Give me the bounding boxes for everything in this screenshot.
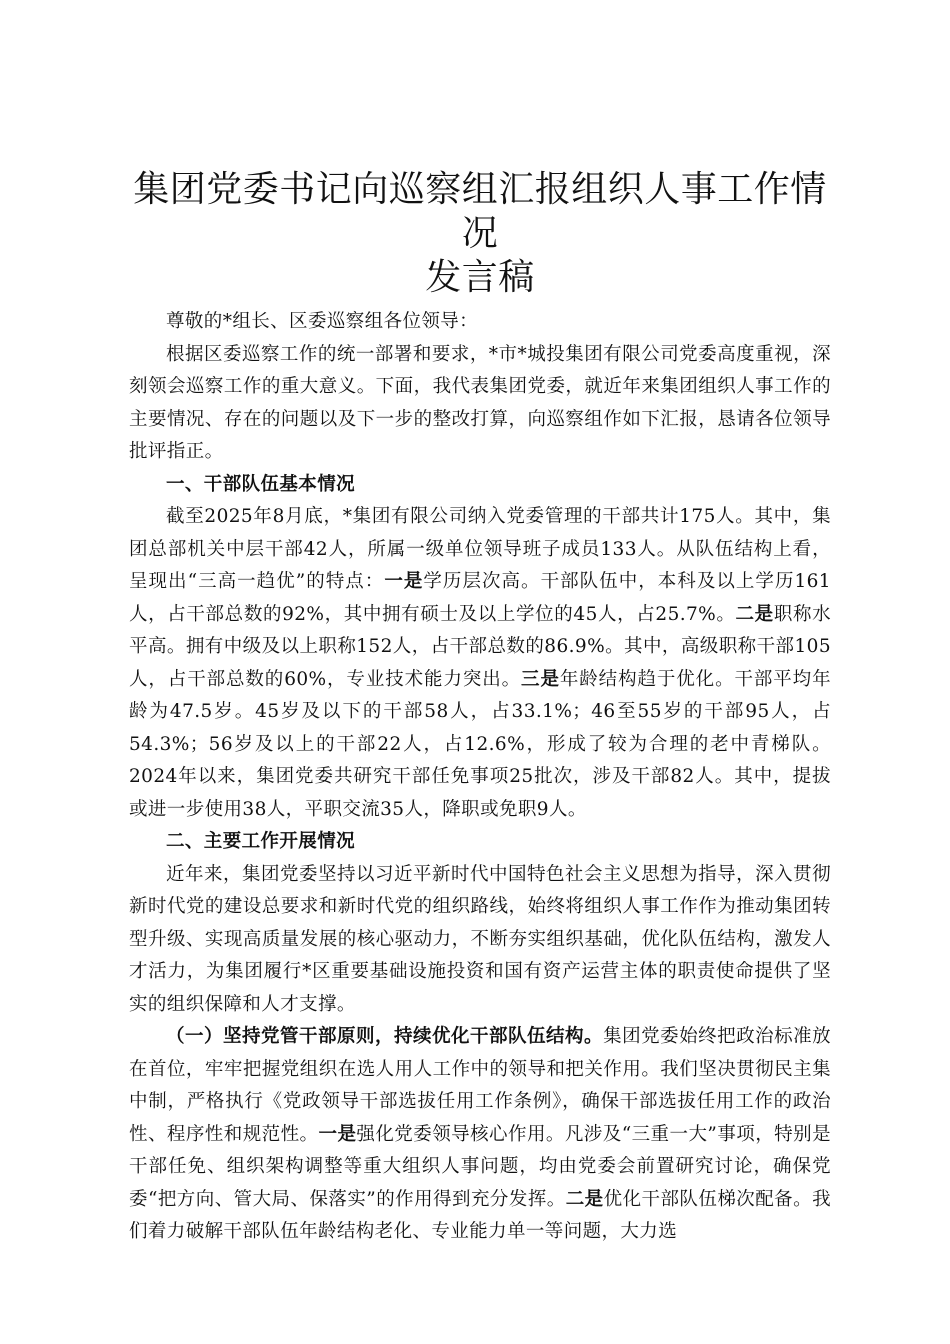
section-1-bold-2: 二是	[735, 603, 774, 625]
section-1-text-e: 年龄结构趋于优化。干部平均年龄为47.5岁。45岁及以下的干部58人，占33.1%；46至55岁的干部95人，占54.3%；56岁及以上的干部22人，占12.6%，形成了较为合理的老中青梯队。2024年以来，集团党委共研究干部任免事项25批次，涉及干部82人。其中，提拔或进一步使用38人，平职交流35人，降职或免职9人。	[129, 668, 831, 820]
section-2-bold-2: 二是	[565, 1188, 604, 1210]
section-1-text-a: 截至2025年8月底，*集团有限公司纳入党委管理的干部共计175人。其中，集团总部机关中层干部42人，所属一级单位领导班子成员133人。从队伍结构上看，呈现出“三高一趋优”的特点：	[129, 506, 831, 592]
section-2-paragraph-2	[129, 1021, 831, 1249]
section-1-text-c: 学历层次高。干部队伍中，本科及以上学历161人，占干部总数的92%，其中拥有硕士及以上学位的45人，占25.7%。	[129, 571, 831, 625]
section-2-heading: 二、主要工作开展情况	[166, 831, 356, 852]
section-2-text-c: 强化党委领导核心作用。凡涉及“三重一大”事项，特别是干部任免、组织架构调整等重大组织人事问题，均由党委会前置研究讨论，确保党委“把方向、管大局、保落实”的作用得到充分发挥。	[129, 1123, 831, 1210]
title-line-2: 发言稿	[425, 257, 535, 298]
salutation: 尊敬的*组长、区委巡察组各位领导：	[166, 311, 479, 332]
section-2-paragraph-1: 近年来，集团党委坚持以习近平新时代中国特色社会主义思想为指导，深入贯彻新时代党的建设总要求和新时代党的组织路线，始终将组织人事工作作为推动集团转型升级、实现高质量发展的核心驱动力，不断夯实组织基础，优化队伍结构，激发人才活力，为集团履行*区重要基础设施投资和国有资产运营主体的职责使命提供了坚实的组织保障和人才支撑。	[129, 863, 831, 1015]
section-2-text-d: 优化干部队伍梯次配备。我们着力破解干部队伍年龄结构老化、专业能力单一等问题，大力选	[129, 1188, 831, 1242]
section-1-bold-3: 三是	[521, 668, 560, 690]
section-2-text-a: 集团党委始终把政治标准放在首位，牢牢把握党组织在选人用人工作中的领导和把关作用。我们坚决贯彻民主集中制，严格执行《党政领导干部选拔任用工作条例》，确保干部选拔任用工作的政治性、程序性和规范性。	[129, 1026, 831, 1145]
intro-paragraph: 根据区委巡察工作的统一部署和要求，*市*城投集团有限公司党委高度重视，深刻领会巡察工作的重大意义。下面，我代表集团党委，就近年来集团组织人事工作的主要情况、存在的问题以及下一步的整改打算，向巡察组作如下汇报，恳请各位领导批评指正。	[129, 343, 831, 462]
section-1-paragraph	[129, 501, 831, 826]
section-2-bold-1: 一是	[318, 1123, 357, 1145]
section-1-heading: 一、干部队伍基本情况	[166, 473, 356, 495]
section-1-text-d: 职称水平高。拥有中级及以上职称152人，占干部总数的86.9%。其中，高级职称干部105人，占干部总数的60%，专业技术能力突出。	[129, 603, 832, 690]
document-title	[129, 168, 831, 300]
document-page	[129, 168, 831, 1249]
title-line-1: 集团党委书记向巡察组汇报组织人事工作情况	[133, 169, 827, 254]
section-2-subheading: （一）坚持党管干部原则，持续优化干部队伍结构。	[166, 1026, 604, 1047]
section-1-bold-1: 一是	[384, 571, 424, 592]
